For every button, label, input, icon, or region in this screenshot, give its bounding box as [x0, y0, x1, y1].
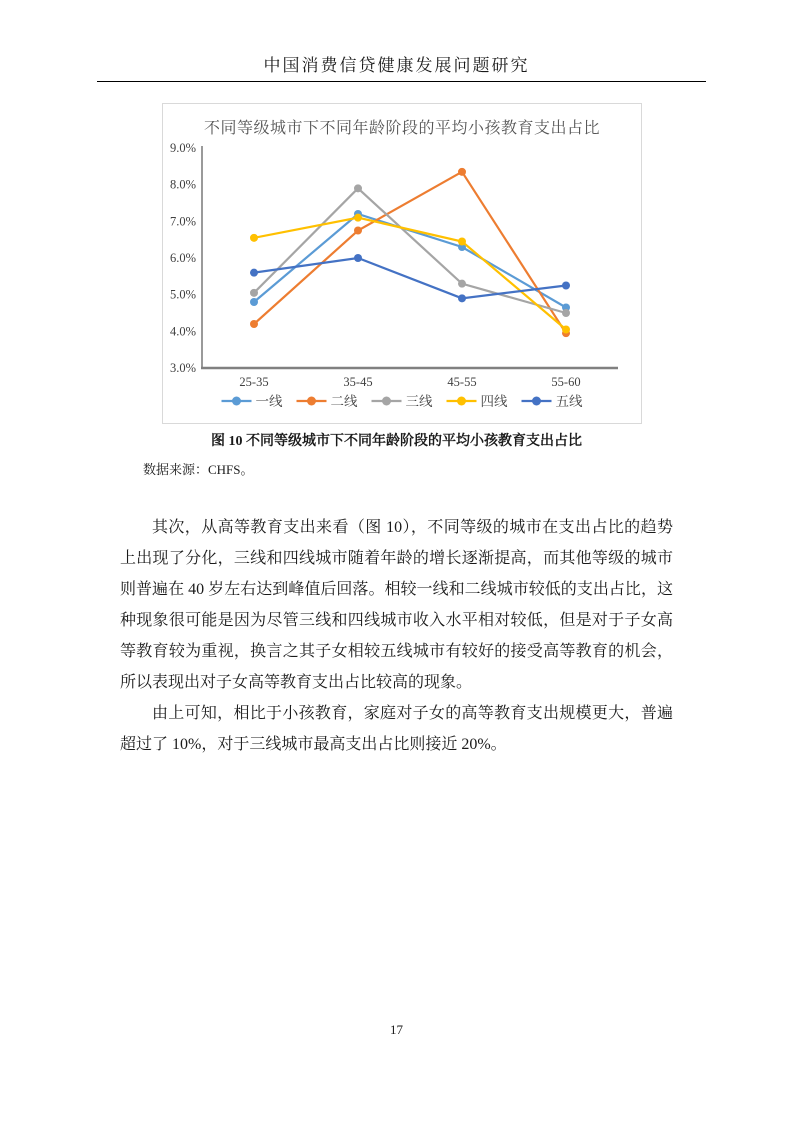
legend-marker-dot-0 — [232, 397, 241, 406]
chart-series-3-line — [254, 218, 566, 330]
line-chart — [163, 104, 641, 423]
y-axis-tick-label: 4.0% — [169, 324, 196, 339]
figure-caption: 图 10 不同等级城市下不同年龄阶段的平均小孩教育支出占比 — [211, 434, 582, 449]
chart-series-1-point — [354, 227, 362, 235]
legend-label-4: 五线 — [555, 394, 583, 409]
body-paragraph-2: 由上可知，相比于小孩教育，家庭对子女的高等教育支出规模更大，普遍超过了 10%，对于三线城市最高支出占比则接近 20%。 — [120, 705, 673, 753]
legend-marker-dot-3 — [457, 397, 466, 406]
chart-series-1-point — [458, 168, 466, 176]
chart-series-4-point — [562, 282, 570, 290]
chart-series-3-point — [354, 214, 362, 222]
chart-series-2-point — [458, 280, 466, 288]
legend-marker-dot-4 — [532, 397, 541, 406]
figure-10-chart — [162, 103, 642, 424]
page-number: 17 — [390, 1022, 403, 1037]
x-axis-tick-label: 45-55 — [447, 375, 477, 389]
chart-series-4-point — [354, 254, 362, 262]
chart-series-3-point — [562, 326, 570, 334]
legend-label-3: 四线 — [480, 394, 508, 409]
page-header-title: 中国消费信贷健康发展问题研究 — [263, 56, 530, 75]
y-axis-tick-label: 5.0% — [169, 287, 196, 302]
body-paragraph-1: 其次，从高等教育支出来看（图 10），不同等级的城市在支出占比的趋势上出现了分化，三线和四线城市随着年龄的增长逐渐提高，而其他等级的城市则普遍在 40 岁左右达到峰值后回落。相较一线和二线城市较低的支出占比，这种现象很可能是因为尽管三线和四线城市收入水平相对较低，但是对于子女高等教育较为重视，换言之其子女相较五线城市有较好的接受高等教育的机会，所以表现出对子女高等教育支出占比较高的现象。 — [120, 519, 673, 691]
y-axis-tick-label: 3.0% — [169, 361, 196, 375]
figure-source: 数据来源：CHFS。 — [143, 462, 254, 477]
header-divider — [97, 81, 706, 82]
x-axis-tick-label: 25-35 — [239, 375, 269, 389]
chart-series-3-point — [250, 234, 258, 242]
chart-series-4-point — [458, 294, 466, 302]
chart-series-2-point — [562, 309, 570, 317]
chart-series-2-point — [250, 289, 258, 297]
chart-series-1-line — [254, 172, 566, 333]
chart-series-0-point — [250, 298, 258, 306]
legend-marker-dot-2 — [382, 397, 391, 406]
legend-marker-dot-1 — [307, 397, 316, 406]
legend-label-2: 三线 — [405, 394, 433, 409]
y-axis-tick-label: 8.0% — [169, 177, 196, 192]
chart-series-4-point — [250, 269, 258, 277]
y-axis-tick-label: 6.0% — [169, 251, 196, 265]
chart-series-4-line — [254, 258, 566, 298]
chart-title: 不同等级城市下不同年龄阶段的平均小孩教育支出占比 — [203, 120, 600, 137]
x-axis-tick-label: 55-60 — [551, 375, 581, 389]
y-axis-tick-label: 7.0% — [169, 214, 196, 229]
legend-label-0: 一线 — [255, 394, 283, 409]
chart-series-2-point — [354, 184, 362, 192]
legend-label-1: 二线 — [330, 394, 358, 409]
x-axis-tick-label: 35-45 — [343, 375, 373, 389]
chart-series-2-line — [254, 188, 566, 313]
chart-series-3-point — [458, 238, 466, 246]
y-axis-tick-label: 9.0% — [169, 141, 196, 155]
body-text — [120, 512, 673, 760]
chart-series-1-point — [250, 320, 258, 328]
